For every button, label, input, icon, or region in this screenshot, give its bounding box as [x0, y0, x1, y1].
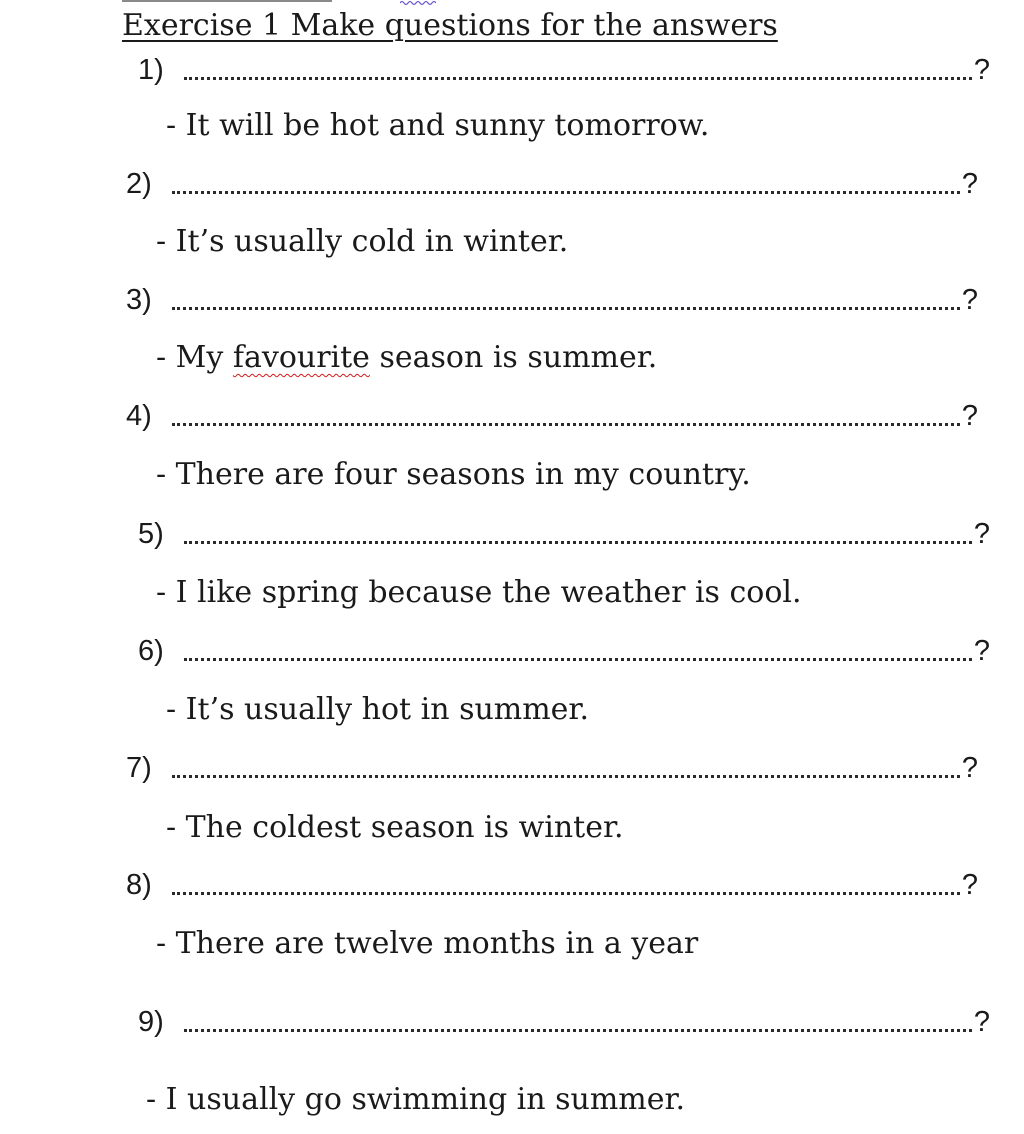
question-mark: ? [961, 752, 978, 784]
question-mark: ? [973, 1006, 990, 1038]
answer-blank[interactable] [172, 423, 960, 426]
answer-text: - I usually go swimming in summer. [146, 1082, 686, 1117]
question-mark: ? [961, 284, 978, 316]
answer-text: - The coldest season is winter. [166, 810, 624, 845]
question-number: 7) [126, 752, 152, 784]
question-line[interactable] [126, 748, 978, 788]
answer-prefix: - My [156, 340, 233, 375]
question-line[interactable] [126, 280, 978, 320]
top-divider [122, 0, 332, 2]
answer-text: - It’s usually cold in winter. [156, 224, 569, 259]
answer-text: - There are twelve months in a year [156, 926, 699, 961]
answer-text: - There are four seasons in my country. [156, 457, 751, 492]
question-number: 9) [138, 1006, 164, 1038]
answer-suffix: season is summer. [369, 340, 658, 375]
question-line[interactable] [138, 631, 990, 671]
answer-blank[interactable] [172, 307, 960, 310]
answer-text [156, 338, 657, 378]
question-mark: ? [961, 168, 978, 200]
answer-text: - I like spring because the weather is cool. [156, 575, 802, 610]
question-line[interactable] [126, 396, 978, 436]
answer-blank[interactable] [172, 775, 960, 778]
question-mark: ? [961, 400, 978, 432]
question-number: 3) [126, 284, 152, 316]
answer-blank[interactable] [172, 892, 960, 895]
question-number: 1) [138, 54, 164, 86]
question-line[interactable] [138, 1002, 990, 1042]
question-line[interactable] [126, 865, 978, 905]
answer-blank[interactable] [184, 658, 972, 661]
question-mark: ? [973, 518, 990, 550]
answer-blank[interactable] [184, 541, 972, 544]
answer-blank[interactable] [172, 191, 960, 194]
question-number: 5) [138, 518, 164, 550]
question-mark: ? [973, 635, 990, 667]
question-line[interactable] [138, 514, 990, 554]
question-line[interactable] [126, 164, 978, 204]
question-number: 2) [126, 168, 152, 200]
question-number: 4) [126, 400, 152, 432]
answer-blank[interactable] [184, 1029, 972, 1032]
answer-text: - It will be hot and sunny tomorrow. [166, 108, 710, 143]
question-mark: ? [961, 869, 978, 901]
question-number: 8) [126, 869, 152, 901]
question-number: 6) [138, 635, 164, 667]
answer-blank[interactable] [184, 77, 972, 80]
exercise-title: Exercise 1 Make questions for the answers [122, 8, 778, 43]
spellcheck-flagged-word[interactable]: favourite [232, 340, 370, 375]
question-line[interactable] [138, 50, 990, 90]
question-mark: ? [973, 54, 990, 86]
answer-text: - It’s usually hot in summer. [166, 692, 590, 727]
